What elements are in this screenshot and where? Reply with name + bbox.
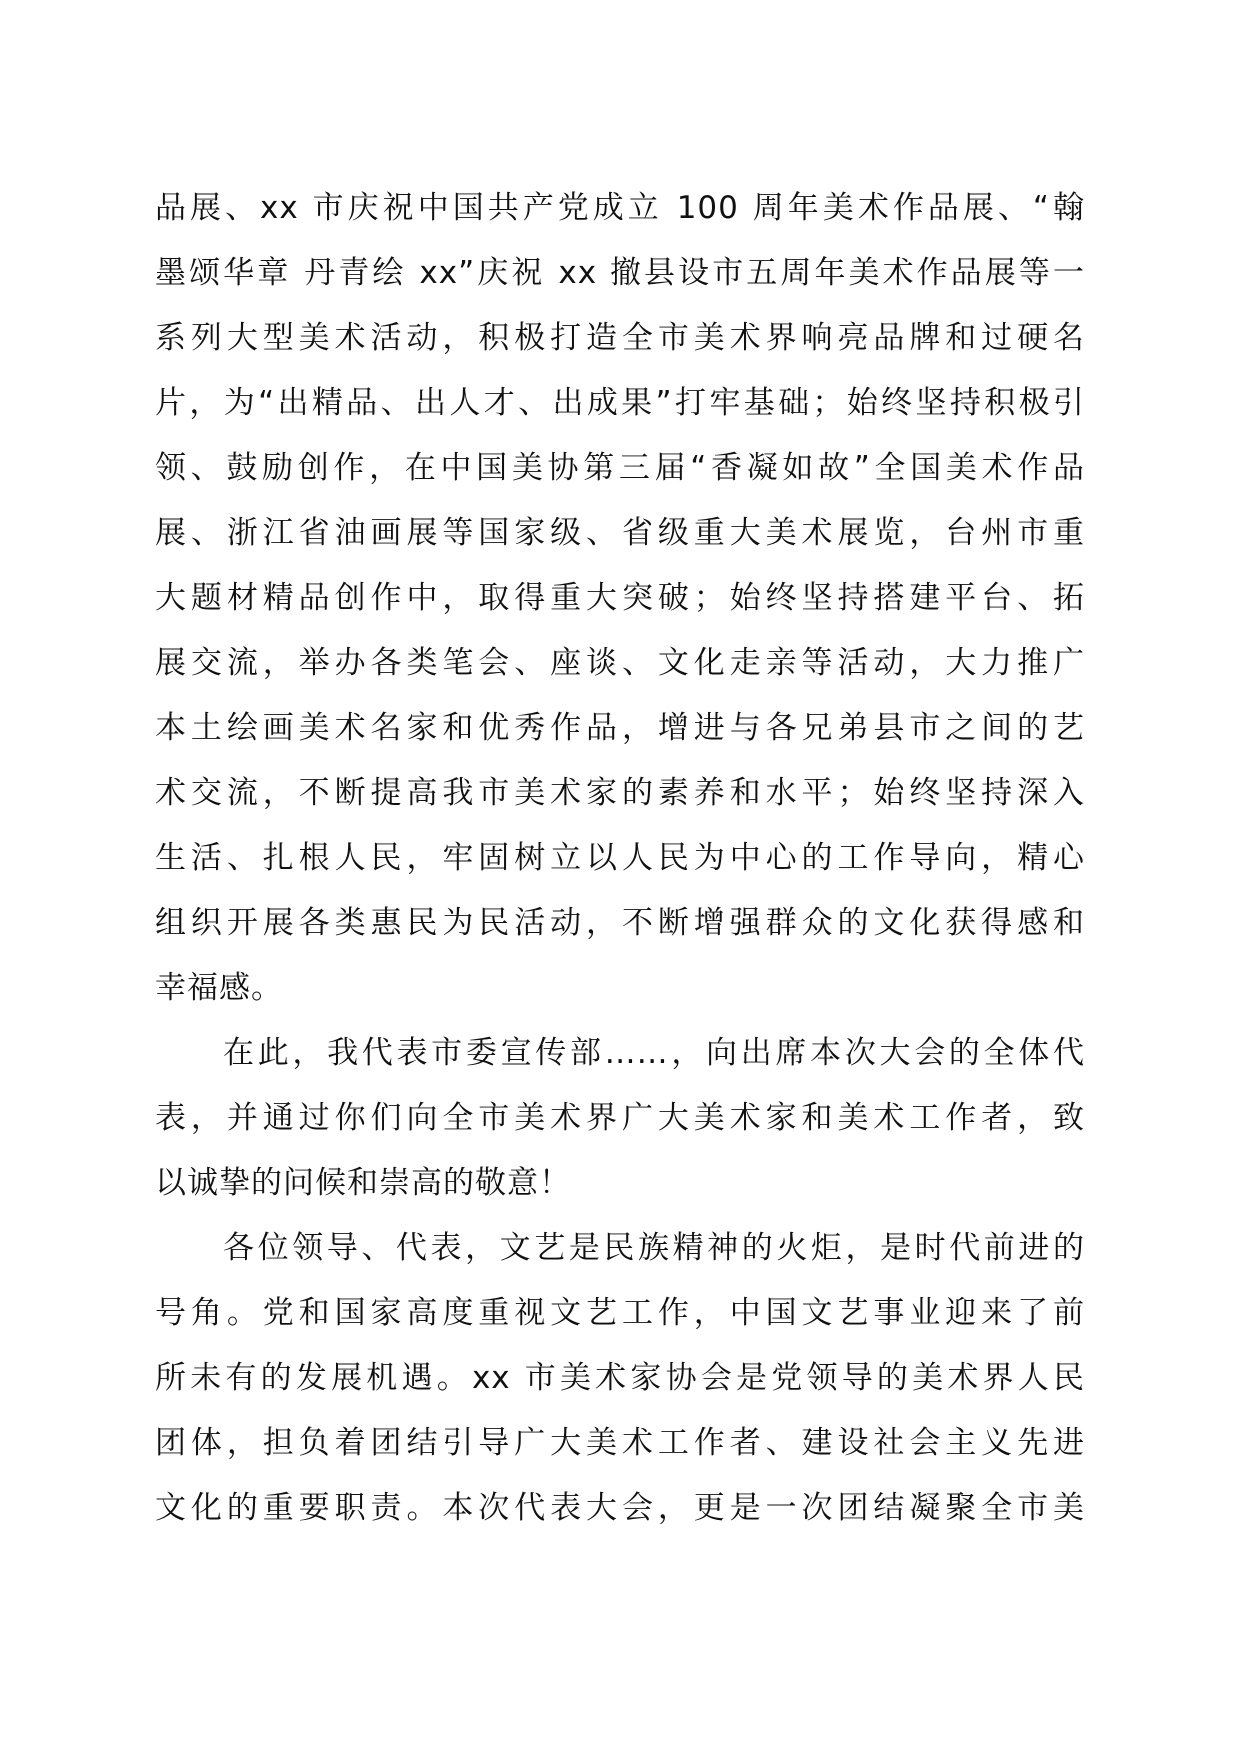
text-line: 文化的重要职责。本次代表大会，更是一次团结凝聚全市美: [155, 1490, 1085, 1526]
text-line: 组织开展各类惠民为民活动，不断增强群众的文化获得感和: [155, 905, 1085, 941]
text-line: 领、鼓励创作，在中国美协第三届“香凝如故”全国美术作品: [155, 450, 1085, 486]
paragraph-start-line: 在此，我代表市委宣传部……，向出席本次大会的全体代: [223, 1035, 1085, 1071]
text-line: 本土绘画美术名家和优秀作品，增进与各兄弟县市之间的艺: [155, 710, 1085, 746]
text-line: 品展、xx 市庆祝中国共产党成立 100 周年美术作品展、“翰: [155, 190, 1085, 226]
text-line: 号角。党和国家高度重视文艺工作，中国文艺事业迎来了前: [155, 1295, 1085, 1331]
text-line: 生活、扎根人民，牢固树立以人民为中心的工作导向，精心: [155, 840, 1085, 876]
text-line: 展、浙江省油画展等国家级、省级重大美术展览，台州市重: [155, 515, 1085, 551]
text-line: 大题材精品创作中，取得重大突破；始终坚持搭建平台、拓: [155, 580, 1085, 616]
text-line: 墨颂华章 丹青绘 xx”庆祝 xx 撤县设市五周年美术作品展等一: [155, 255, 1085, 291]
text-line: 表，并通过你们向全市美术界广大美术家和美术工作者，致: [155, 1100, 1085, 1136]
paragraph-end-line: 幸福感。: [155, 970, 283, 1006]
paragraph-start-line: 各位领导、代表，文艺是民族精神的火炬，是时代前进的: [223, 1230, 1085, 1266]
text-line: 片，为“出精品、出人才、出成果”打牢基础；始终坚持积极引: [155, 385, 1085, 421]
text-line: 术交流，不断提高我市美术家的素养和水平；始终坚持深入: [155, 775, 1085, 811]
text-line: 展交流，举办各类笔会、座谈、文化走亲等活动，大力推广: [155, 645, 1085, 681]
paragraph-end-line: 以诚挚的问候和崇高的敬意！: [155, 1165, 571, 1201]
text-line: 团体，担负着团结引导广大美术工作者、建设社会主义先进: [155, 1425, 1085, 1461]
body-text: [155, 176, 1085, 1541]
text-line: 所未有的发展机遇。xx 市美术家协会是党领导的美术界人民: [155, 1360, 1085, 1396]
text-line: 系列大型美术活动，积极打造全市美术界响亮品牌和过硬名: [155, 320, 1085, 356]
